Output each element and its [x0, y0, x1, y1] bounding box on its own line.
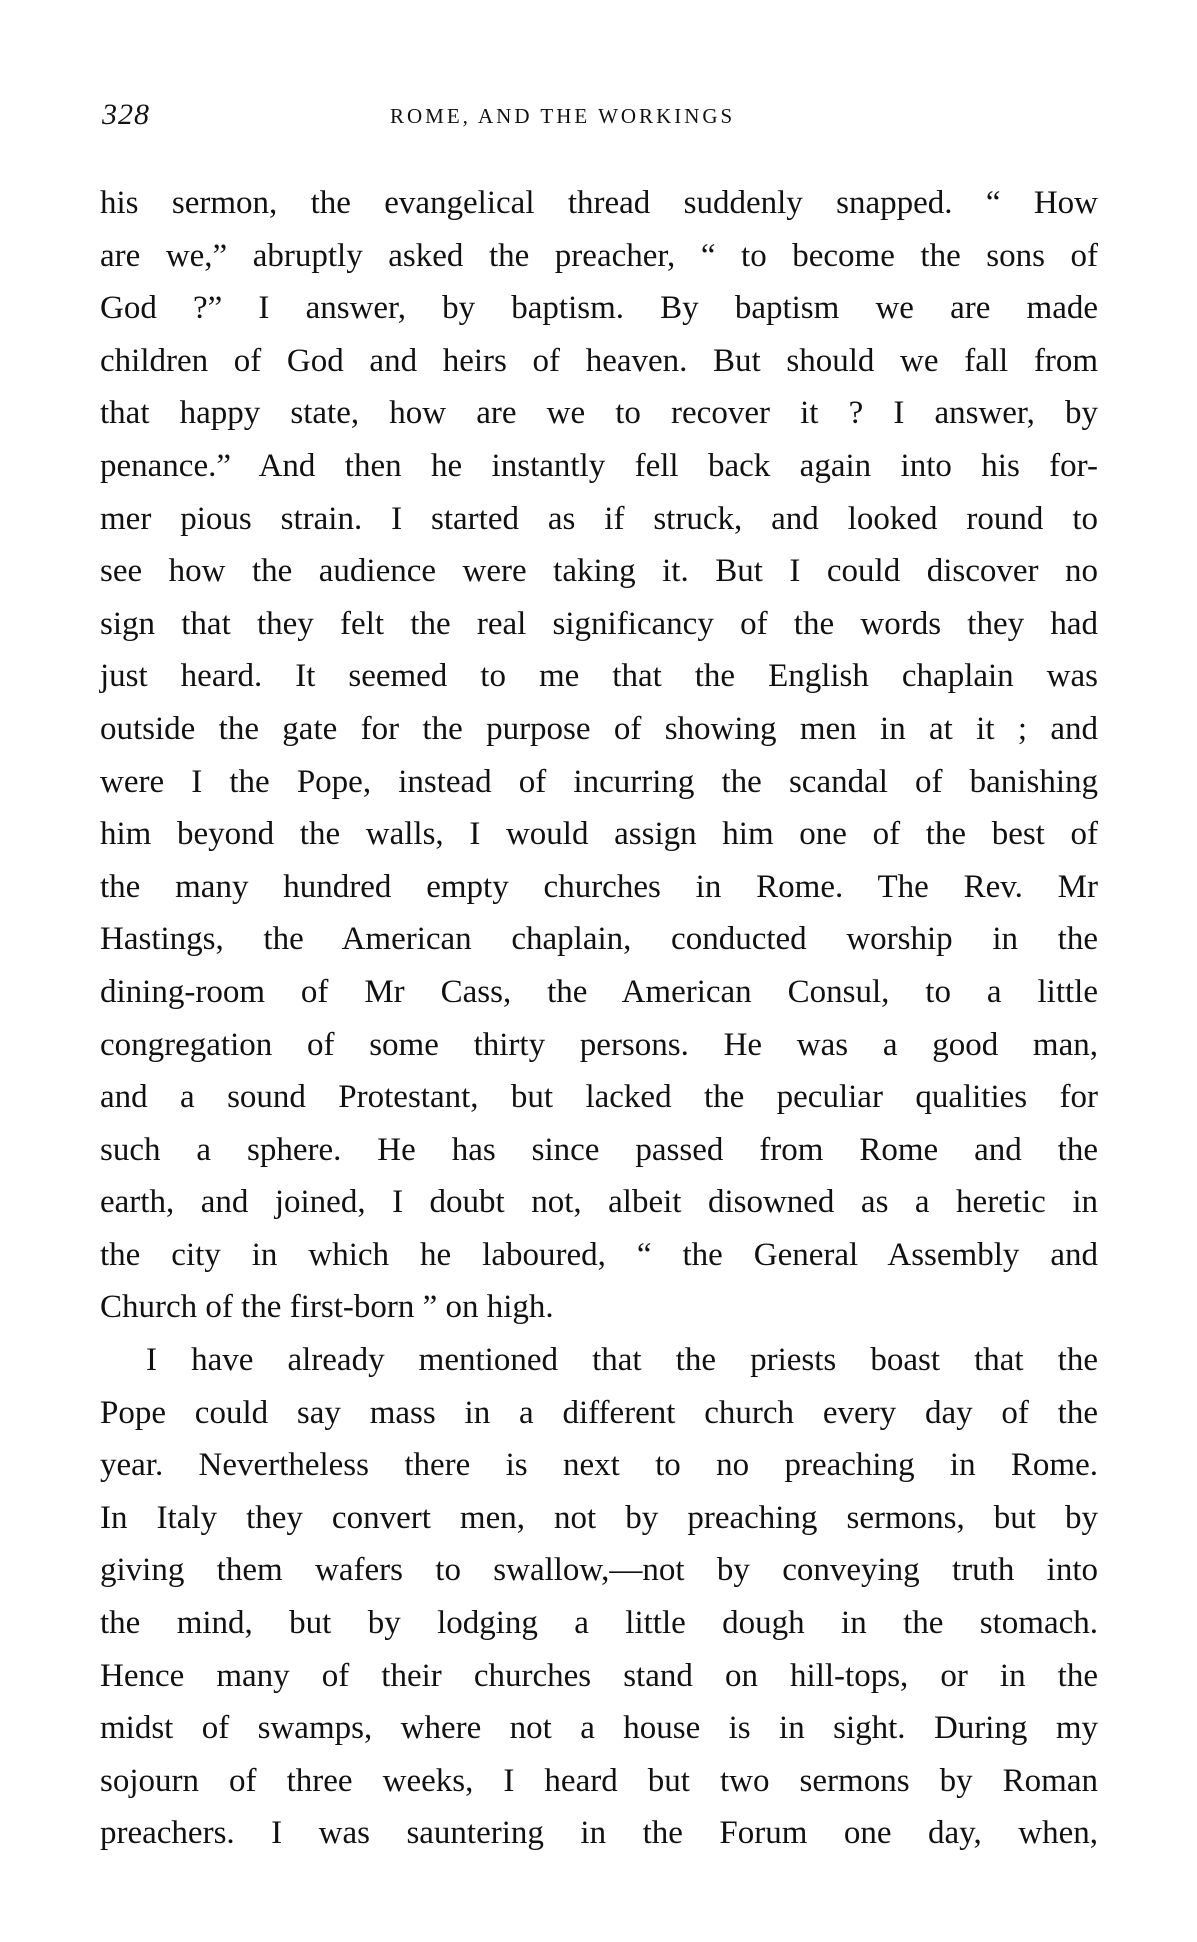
text-line: congregation of some thirty persons. He was a good man, — [100, 1026, 1098, 1063]
text-line: sign that they felt the real significancy of the words they had — [100, 605, 1098, 642]
text-line: see how the audience were taking it. But I could discover no — [100, 553, 1098, 590]
text-line: midst of swamps, where not a house is in sight. During my — [100, 1710, 1098, 1747]
text-line: Church of the first-born ” on high. — [100, 1289, 554, 1326]
page-number: 328 — [102, 98, 150, 131]
text-line: him beyond the walls, I would assign him one of the best of — [100, 816, 1098, 853]
text-line: I have already mentioned that the priests boast that the — [146, 1342, 1098, 1379]
text-line: penance.” And then he instantly fell back again into his for- — [100, 447, 1098, 484]
text-line: just heard. It seemed to me that the English chaplain was — [100, 658, 1098, 695]
text-line: year. Nevertheless there is next to no preaching in Rome. — [100, 1447, 1098, 1484]
text-line: giving them wafers to swallow,—not by conveying truth into — [100, 1552, 1098, 1589]
text-line: outside the gate for the purpose of showing men in at it ; and — [100, 710, 1098, 747]
text-line: the mind, but by lodging a little dough in the stomach. — [100, 1605, 1098, 1642]
text-line: the many hundred empty churches in Rome. The Rev. Mr — [100, 868, 1098, 905]
text-line: Pope could say mass in a different church every day of the — [100, 1394, 1098, 1431]
text-line: sojourn of three weeks, I heard but two sermons by Roman — [100, 1762, 1098, 1799]
text-line: Hastings, the American chaplain, conducted worship in the — [100, 921, 1098, 958]
text-line: In Italy they convert men, not by preaching sermons, but by — [100, 1499, 1098, 1536]
text-line: that happy state, how are we to recover it ? I answer, by — [100, 395, 1098, 432]
body-text — [100, 177, 1098, 1860]
text-line: are we,” abruptly asked the preacher, “ to become the sons of — [100, 237, 1098, 274]
text-line: God ?” I answer, by baptism. By baptism we are made — [100, 290, 1098, 327]
text-line: and a sound Protestant, but lacked the peculiar qualities for — [100, 1079, 1098, 1116]
text-line: children of God and heirs of heaven. But should we fall from — [100, 342, 1098, 379]
paragraph-1 — [100, 177, 1098, 1334]
text-line: were I the Pope, instead of incurring the scandal of banishing — [100, 763, 1098, 800]
text-line: mer pious strain. I started as if struck, and looked round to — [100, 500, 1098, 537]
text-line: his sermon, the evangelical thread suddenly snapped. “ How — [100, 185, 1098, 221]
text-line: preachers. I was sauntering in the Forum one day, when, — [100, 1815, 1098, 1852]
running-head — [102, 98, 1102, 138]
text-line: the city in which he laboured, “ the General Assembly and — [100, 1236, 1098, 1273]
running-title: ROME, AND THE WORKINGS — [390, 104, 736, 128]
text-line: dining-room of Mr Cass, the American Consul, to a little — [100, 973, 1098, 1010]
text-line: such a sphere. He has since passed from Rome and the — [100, 1131, 1098, 1168]
text-line: earth, and joined, I doubt not, albeit disowned as a heretic in — [100, 1184, 1098, 1221]
text-line: Hence many of their churches stand on hill-tops, or in the — [100, 1657, 1098, 1694]
paragraph-2 — [100, 1334, 1098, 1860]
